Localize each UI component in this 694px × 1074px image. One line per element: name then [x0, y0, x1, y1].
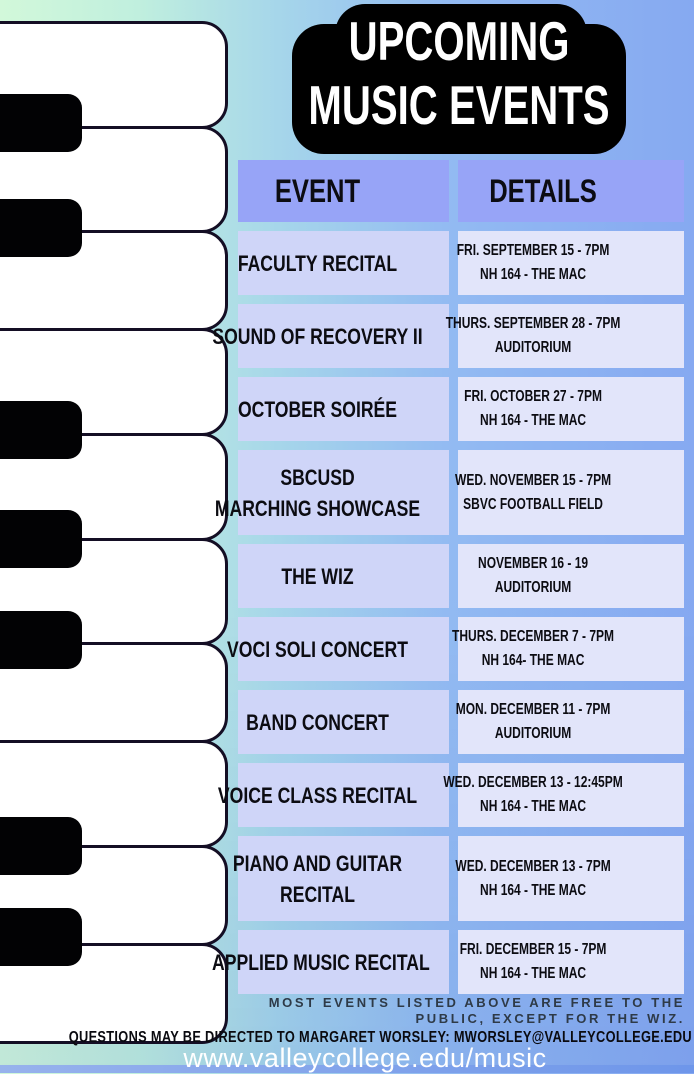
- black-key: [0, 611, 82, 669]
- column-header-details: [458, 160, 684, 222]
- event-name: FACULTY RECITAL: [237, 250, 397, 276]
- event-datetime: WED. DECEMBER 13 - 7PM: [455, 857, 611, 875]
- event-name: VOICE CLASS RECITAL: [217, 782, 417, 808]
- event-cell: [211, 930, 449, 994]
- event-datetime: FRI. OCTOBER 27 - 7PM: [464, 388, 603, 405]
- black-key: [0, 510, 82, 568]
- event-location: AUDITORIUM: [495, 339, 572, 356]
- event-name-line-2: MARCHING SHOWCASE: [214, 495, 420, 521]
- event-location: AUDITORIUM: [495, 725, 572, 742]
- event-datetime: MON. DECEMBER 11 - 7PM: [455, 701, 611, 718]
- details-cell: [458, 544, 684, 608]
- black-key: [0, 94, 82, 152]
- black-key: [0, 199, 82, 257]
- free-admission-note: [269, 995, 685, 1026]
- title-badge: [290, 2, 630, 154]
- event-cell: [238, 231, 449, 295]
- event-datetime: NOVEMBER 16 - 19: [478, 555, 589, 572]
- event-location: NH 164 - THE MAC: [480, 266, 587, 283]
- contact-line-text: QUESTIONS MAY BE DIRECTED TO MARGARET WORSLEY: MWORSLEY@VALLEYCOLLEGE.EDU: [68, 1029, 693, 1046]
- black-key: [0, 817, 82, 875]
- event-datetime: FRI. DECEMBER 15 - 7PM: [459, 941, 607, 958]
- event-cell: [238, 690, 449, 754]
- event-name: THE WIZ: [280, 563, 354, 589]
- event-name: OCTOBER SOIRÉE: [237, 396, 397, 422]
- event-cell: [211, 304, 449, 368]
- page-title-line-2: MUSIC EVENTS: [308, 74, 610, 136]
- page-title-line-1: UPCOMING: [348, 10, 570, 72]
- free-admission-note-line-1: MOST EVENTS LISTED ABOVE ARE FREE TO THE: [268, 995, 685, 1010]
- event-name: APPLIED MUSIC RECITAL: [211, 949, 430, 975]
- event-name: PIANO AND GUITAR: [232, 850, 402, 876]
- details-cell: [458, 930, 684, 994]
- event-cell: [238, 377, 449, 441]
- event-datetime: THURS. DECEMBER 7 - 7PM: [452, 628, 615, 645]
- event-datetime: FRI. SEPTEMBER 15 - 7PM: [456, 242, 610, 259]
- column-header-details-label: DETAILS: [488, 172, 597, 209]
- details-cell: [452, 617, 684, 681]
- details-cell: [455, 450, 684, 535]
- details-cell: [443, 763, 684, 827]
- event-name: SBCUSD: [279, 464, 355, 490]
- free-admission-note-line-2: PUBLIC, EXCEPT FOR THE WIZ.: [415, 1010, 685, 1026]
- details-cell: [458, 231, 684, 295]
- event-location: NH 164 - THE MAC: [480, 412, 587, 429]
- event-location: SBVC FOOTBALL FIELD: [463, 495, 604, 513]
- piano-keyboard: [0, 0, 235, 1073]
- event-cell: [217, 763, 449, 827]
- event-cell: [226, 617, 449, 681]
- event-name: BAND CONCERT: [245, 709, 389, 735]
- event-cell: [232, 836, 449, 921]
- event-location: NH 164 - THE MAC: [480, 965, 587, 982]
- details-cell: [445, 304, 684, 368]
- details-cell: [458, 377, 684, 441]
- column-header-event: [238, 160, 449, 222]
- event-datetime: WED. DECEMBER 13 - 12:45PM: [443, 774, 623, 791]
- details-cell: [455, 690, 684, 754]
- event-name-line-2: RECITAL: [279, 881, 355, 907]
- website-url[interactable]: www.valleycollege.edu/music: [183, 1043, 547, 1073]
- events-table: [211, 160, 684, 994]
- black-key: [0, 908, 82, 966]
- event-location: NH 164- THE MAC: [481, 652, 585, 669]
- details-cell: [455, 836, 684, 921]
- event-name: VOCI SOLI CONCERT: [226, 636, 408, 662]
- column-header-event-label: EVENT: [274, 172, 360, 209]
- event-cell: [238, 544, 449, 608]
- event-name: SOUND OF RECOVERY II: [211, 323, 423, 349]
- title-text: [292, 2, 626, 154]
- event-datetime: THURS. SEPTEMBER 28 - 7PM: [445, 315, 621, 332]
- event-location: NH 164 - THE MAC: [480, 881, 587, 899]
- event-cell: [214, 450, 449, 535]
- event-location: NH 164 - THE MAC: [480, 798, 587, 815]
- event-datetime: WED. NOVEMBER 15 - 7PM: [455, 471, 612, 489]
- event-location: AUDITORIUM: [495, 579, 572, 596]
- black-key: [0, 401, 82, 459]
